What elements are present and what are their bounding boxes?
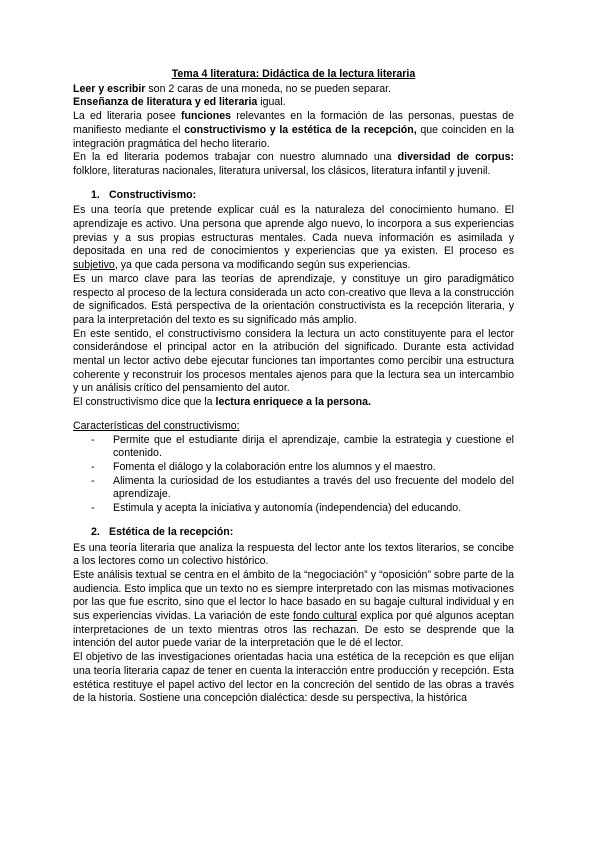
s1-text-4a: El constructivismo dice que la: [73, 396, 216, 409]
section-2-number: 2.: [91, 525, 100, 538]
list-item: - Fomenta el diálogo y la colaboración entre los alumnos y el maestro.: [91, 461, 514, 475]
section-1-title: Constructivismo:: [109, 188, 197, 201]
intro-bold-3d: constructivismo y la estética de la recepción,: [184, 123, 417, 136]
section-1-paragraph-3: En este sentido, el constructivismo considera la lectura un acto constituyente para el lector considerándose el principal actor en la atribución del significado. Durante esta actividad mental un lector activo debe ejecutar funciones tan importantes como percibir una estructura coherente y reconstruir los procesos mentales ajenos para que la lectura sea un intercambio y un análisis crítico del pensamiento del autor.: [73, 327, 514, 395]
section-2-title: Estética de la recepción:: [109, 525, 234, 538]
section-2-paragraph-2: [73, 569, 514, 651]
page-title: Tema 4 literatura: Didáctica de la lectura literaria: [171, 68, 416, 80]
intro-bold-2: Enseñanza de literatura y ed literaria: [73, 96, 258, 109]
intro-text-1: son 2 caras de una moneda, no se pueden separar.: [145, 82, 392, 95]
intro-bold-1: Leer y escribir: [73, 82, 146, 95]
section-2-paragraph-3: El objetivo de las investigaciones orientadas hacia una estética de la recepción es que elijan una teoría literaria capaz de tener en cuenta la interacción entre producción y recepción. Esta estética restituye el papel activo del lector en la concreción del sentido de las obras a través de la historia. Sostiene una concepción dialéctica: desde su perspectiva, la histórica: [73, 651, 514, 705]
section-1-paragraph-1: [73, 204, 514, 273]
intro-text-2: igual.: [257, 96, 286, 109]
list-item: - Permite que el estudiante dirija el aprendizaje, cambie la estrategia y cuestione el contenido.: [91, 434, 514, 461]
intro-text-3c: relevantes en la formación de las personas, puestas de manifiesto mediante el: [73, 110, 514, 136]
s1-underline-subjetivo: subjetivo: [73, 259, 115, 272]
intro-paragraph-1: [73, 83, 514, 97]
section-1-paragraph-4: [73, 396, 514, 410]
intro-paragraph-2: [73, 96, 514, 110]
intro-text-4c: folklore, literaturas nacionales, literatura universal, los clásicos, literatura infantil y juvenil.: [73, 164, 491, 177]
s2-underline-fondo-cultural: fondo cultural: [293, 610, 357, 623]
characteristics-title: Características del constructivismo:: [73, 419, 240, 432]
section-1-number: 1.: [91, 188, 100, 201]
intro-text-3e: que coinciden en la integración pragmática del hecho literario.: [73, 123, 514, 150]
s1-text-1a: Es una teoría que pretende explicar cuál es la naturaleza del conocimiento humano. El aprendizaje es activo. Una persona que aprende algo nuevo, lo incorpora a sus experiencias previas y a sus propias estructuras mentales. Cada nueva información es asimilada y depositada en una red de conocimientos y experiencias que ya existen. El proceso es: [73, 204, 514, 258]
intro-bold-3b: funciones: [180, 110, 232, 123]
section-2-heading: [73, 526, 514, 540]
characteristics-list: [73, 434, 514, 516]
intro-paragraph-3: [73, 110, 514, 151]
intro-text-3a: La ed literaria posee: [73, 110, 181, 123]
s2-text-2a: Este análisis textual se centra en el ámbito de la “negociación” y “oposición” sobre parte de la audiencia. Esto implica que un texto no es siempre interpretado con las mismas motivaciones por las que fue escrito, sino que el lector lo hace basado en su bagaje cultural individual y en sus experiencias vividas. La variación de este: [73, 568, 514, 623]
s1-text-1c: , ya que cada persona va modificando según sus experiencias.: [114, 259, 411, 272]
s2-text-2c: explica por qué algunos aceptan interpretaciones de un texto mientras otros las rechazan. De esto se desprende que la intención del autor puede variar de la interpretación que le dé el lector.: [73, 610, 514, 650]
s1-bold-4b: lectura enriquece a la persona.: [215, 396, 371, 409]
intro-paragraph-4: [73, 151, 514, 178]
intro-text-4a: En la ed literaria podemos trabajar con nuestro alumnado una: [73, 151, 398, 164]
section-2-paragraph-1: Es una teoría literaria que analiza la respuesta del lector ante los textos literarios, se concibe a los lectores como un colectivo histórico.: [73, 541, 514, 568]
section-1-heading: [73, 189, 514, 203]
list-item: - Alimenta la curiosidad de los estudiantes a través del uso frecuente del modelo del aprendizaje.: [91, 475, 514, 502]
section-1-paragraph-2: Es un marco clave para las teorías de aprendizaje, y constituye un giro paradigmático respecto al proceso de la lectura considerada un acto con-creativo que lleva a la construcción de significados. Está perspectiva de la orientación constructivista es la recepción literaria, y para la interpretación del texto es su significado más amplio.: [73, 272, 514, 326]
list-item: - Estimula y acepta la iniciativa y autonomía (independencia) del educando.: [91, 502, 514, 516]
intro-bold-4b: diversidad de corpus:: [397, 151, 514, 164]
